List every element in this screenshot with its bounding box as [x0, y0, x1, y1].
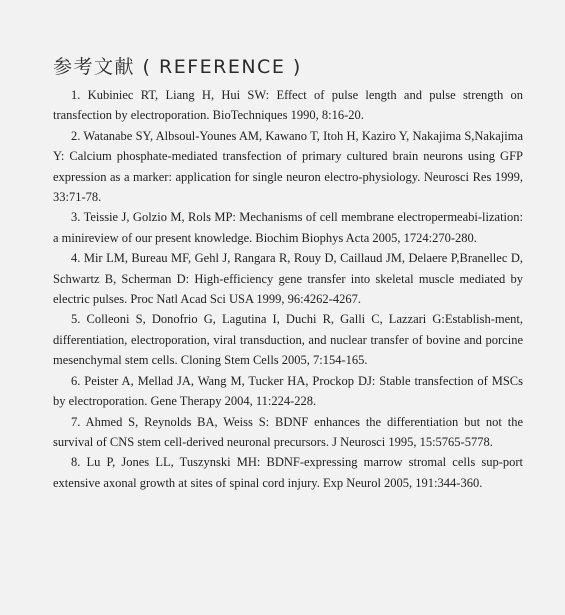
reference-list [53, 85, 523, 493]
section-heading: 参考文献 ( REFERENCE ) [53, 56, 302, 78]
reference-item: 1. Kubiniec RT, Liang H, Hui SW: Effect of pulse length and pulse strength on transfection by electroporation. BioTechniques 1990, 8:16-20. [53, 88, 523, 123]
reference-item: 4. Mir LM, Bureau MF, Gehl J, Rangara R, Rouy D, Caillaud JM, Delaere P,Branellec D, Schwartz B, Scherman D: High-efficiency gene transfer into skeletal muscle mediated by electric pulses. Proc Natl Acad Sci USA 1999, 96:4262-4267. [53, 251, 523, 307]
reference-item: 8. Lu P, Jones LL, Tuszynski MH: BDNF-expressing marrow stromal cells sup-port extensive axonal growth at sites of spinal cord injury. Exp Neurol 2005, 191:344-360. [53, 455, 523, 490]
reference-item: 7. Ahmed S, Reynolds BA, Weiss S: BDNF enhances the differentiation but not the survival of CNS stem cell-derived neuronal precursors. J Neurosci 1995, 15:5765-5778. [53, 414, 523, 449]
reference-item: 2. Watanabe SY, Albsoul-Younes AM, Kawano T, Itoh H, Kaziro Y, Nakajima S,Nakajima Y: Calcium phosphate-mediated transfection of primary cultured brain neurons using GFP expression as a marker: application for single neuron electro-physiology. Neurosci Res 1999, 33:71-78. [53, 128, 523, 205]
reference-item: 3. Teissie J, Golzio M, Rols MP: Mechanisms of cell membrane electropermeabi-lization: a minireview of our present knowledge. Biochim Biophys Acta 2005, 1724:270-280. [53, 210, 523, 245]
reference-item: 5. Colleoni S, Donofrio G, Lagutina I, Duchi R, Galli C, Lazzari G:Establish-ment, differentiation, electroporation, viral transduction, and nuclear transfer of bovine and porcine mesenchymal stem cells. Cloning Stem Cells 2005, 7:154-165. [53, 312, 523, 368]
reference-item: 6. Peister A, Mellad JA, Wang M, Tucker HA, Prockop DJ: Stable transfection of MSCs by electroporation. Gene Therapy 2004, 11:224-228. [53, 373, 523, 409]
